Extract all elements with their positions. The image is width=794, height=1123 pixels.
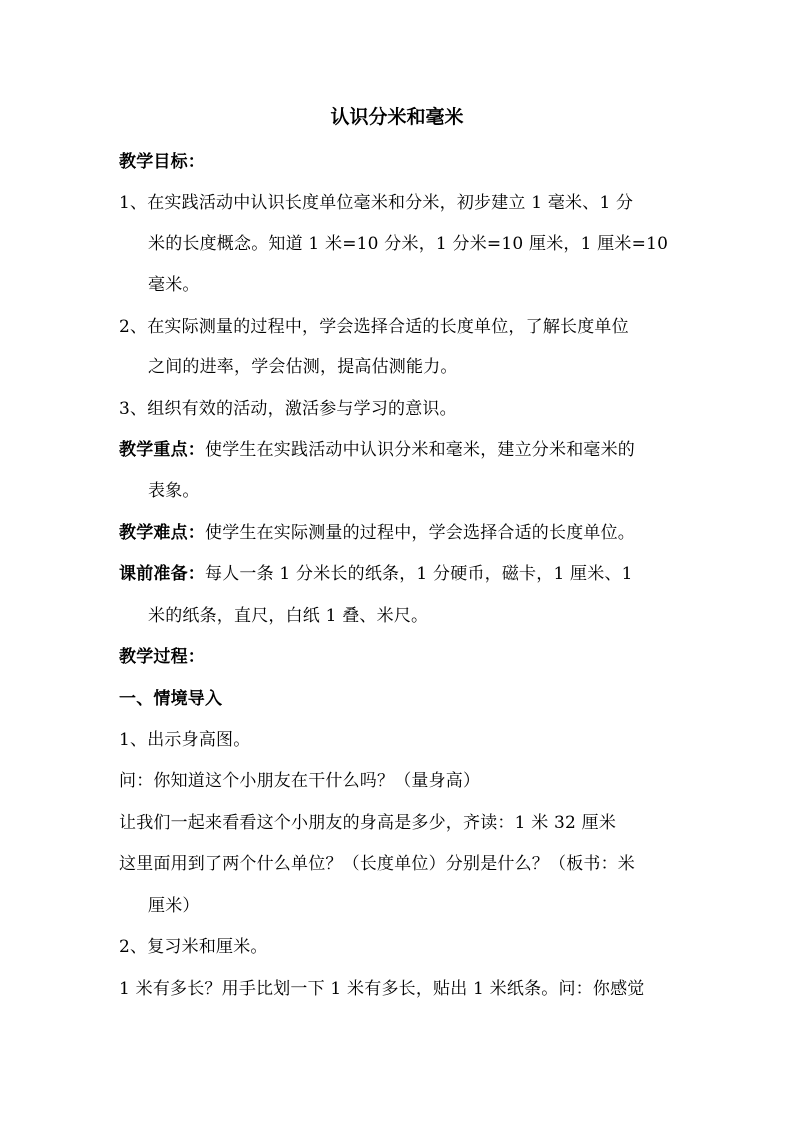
- preparation-label: 课前准备：: [119, 564, 205, 584]
- objective-3: 3、组织有效的活动，激活参与学习的意识。: [119, 399, 457, 419]
- difficulties-label: 教学难点：: [119, 523, 205, 543]
- difficulties-line: [119, 519, 689, 547]
- question-3: 1 米有多长？用手比划一下 1 米有多长，贴出 1 米纸条。问：你感觉: [119, 979, 645, 999]
- page-title: 认识分米和毫米: [330, 106, 464, 128]
- question-2-line-1: 这里面用到了两个什么单位？（长度单位）分别是什么？（板书：米: [119, 854, 635, 874]
- objective-1-line-2: 米的长度概念。知道 1 米=10 分米，1 分米=10 厘米，1 厘米=10: [148, 234, 669, 254]
- preparation-line-1: [119, 560, 689, 588]
- key-points-label: 教学重点：: [119, 440, 205, 460]
- step-2: 2、复习米和厘米。: [119, 937, 268, 957]
- key-points-line-1: [119, 436, 689, 464]
- question-2-line-2: 厘米）: [148, 896, 200, 916]
- preparation-text: 每人一条 1 分米长的纸条，1 分硬币，磁卡，1 厘米、1: [205, 564, 633, 584]
- question-1: 问：你知道这个小朋友在干什么吗？（量身高）: [119, 771, 481, 791]
- difficulties-text: 使学生在实际测量的过程中，学会选择合适的长度单位。: [205, 523, 635, 543]
- objective-2-line-1: 2、在实际测量的过程中，学会选择合适的长度单位，了解长度单位: [119, 317, 629, 337]
- objective-2-line-2: 之间的进率，学会估测，提高估测能力。: [148, 357, 458, 377]
- key-points-text: 使学生在实践活动中认识分米和毫米，建立分米和毫米的: [205, 440, 635, 460]
- section-heading-intro: 一、情境导入: [119, 689, 223, 709]
- key-points-line-2: 表象。: [148, 481, 200, 501]
- step-1: 1、出示身高图。: [119, 730, 251, 750]
- objective-1-line-1: 1、在实践活动中认识长度单位毫米和分米，初步建立 1 毫米、1 分: [119, 193, 634, 213]
- objective-1-line-3: 毫米。: [148, 275, 200, 295]
- section-heading-process: 教学过程：: [119, 647, 205, 667]
- reading-line: 让我们一起来看看这个小朋友的身高是多少，齐读：1 米 32 厘米: [119, 813, 617, 833]
- section-heading-objectives: 教学目标：: [119, 152, 205, 172]
- preparation-line-2: 米的纸条，直尺，白纸 1 叠、米尺。: [148, 606, 429, 626]
